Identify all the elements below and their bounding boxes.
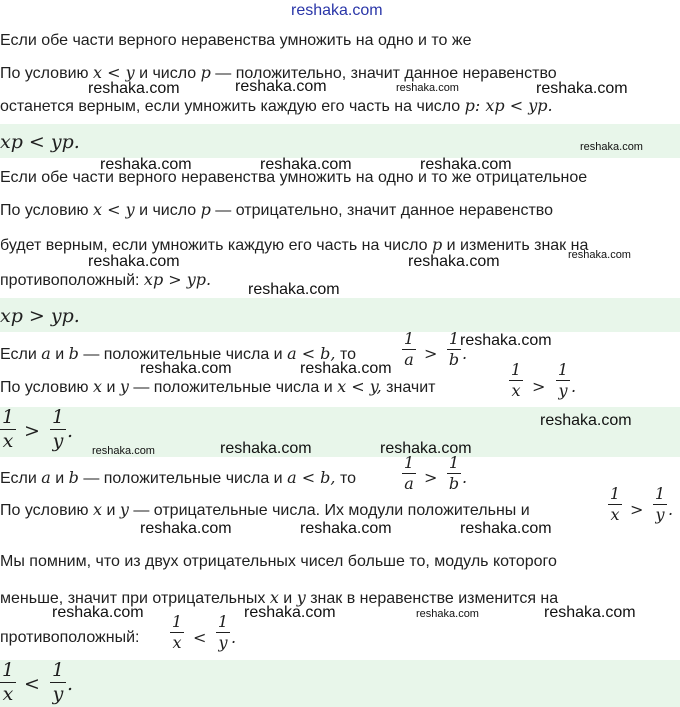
math: x < y, xyxy=(337,377,382,396)
math: xp > yp. xyxy=(0,305,80,327)
denominator: a xyxy=(404,474,414,493)
text: меньше, значит при отрицательных xyxy=(0,590,266,607)
fraction xyxy=(447,454,461,493)
fraction xyxy=(50,660,66,705)
watermark: reshaka.com xyxy=(291,2,383,19)
numerator: 1 xyxy=(171,612,183,631)
paragraph-line xyxy=(0,270,211,291)
math: . xyxy=(462,468,468,487)
math: < xyxy=(193,628,207,647)
denominator: x xyxy=(610,505,620,524)
watermark: reshaka.com xyxy=(140,360,232,377)
math: . xyxy=(571,377,577,396)
numerator: 1 xyxy=(448,453,460,472)
math: > xyxy=(424,344,438,363)
watermark: reshaka.com xyxy=(420,156,512,173)
watermark: reshaka.com xyxy=(100,156,192,173)
fraction xyxy=(608,485,622,524)
watermark: reshaka.com xyxy=(52,604,144,621)
text: Если xyxy=(0,470,37,487)
math: x < y xyxy=(92,200,135,219)
text: и xyxy=(283,590,293,607)
text: то xyxy=(339,346,357,363)
watermark: reshaka.com xyxy=(380,440,472,457)
text: и число xyxy=(139,65,197,82)
paragraph-line: Если обе части верного неравенства умножить на одно и то же xyxy=(0,32,472,49)
text: и число xyxy=(139,202,197,219)
text: останется верным, если умножить каждую его часть на число xyxy=(0,98,461,115)
math: y xyxy=(296,588,306,607)
paragraph-line: противоположный: xyxy=(0,629,140,646)
text: будет верным, если умножить каждую его часть на число xyxy=(0,237,428,254)
math: < xyxy=(24,673,40,695)
text: По условию xyxy=(0,202,89,219)
denominator: x xyxy=(172,633,182,652)
math: . xyxy=(67,673,74,695)
denominator: y xyxy=(655,505,665,524)
fraction xyxy=(50,407,66,452)
fraction xyxy=(556,361,570,400)
fraction xyxy=(216,613,230,652)
math: > xyxy=(424,468,438,487)
text: и xyxy=(55,346,65,363)
math: b xyxy=(68,468,79,487)
numerator: 1 xyxy=(609,484,621,503)
watermark: reshaka.com xyxy=(140,520,232,537)
watermark: reshaka.com xyxy=(88,80,180,97)
watermark: reshaka.com xyxy=(244,604,336,621)
result-band xyxy=(0,298,680,332)
math: a < b, xyxy=(287,468,336,487)
math: p xyxy=(200,63,211,82)
fraction xyxy=(447,330,461,369)
denominator: y xyxy=(52,430,64,452)
denominator: x xyxy=(2,683,14,705)
denominator: y xyxy=(558,381,568,400)
fraction xyxy=(170,613,184,652)
watermark: reshaka.com xyxy=(235,78,327,95)
numerator: 1 xyxy=(654,484,666,503)
fraction xyxy=(402,454,416,493)
text: — положительно, значит данное неравенство xyxy=(215,65,557,82)
math: p xyxy=(200,200,211,219)
numerator: 1 xyxy=(51,406,65,428)
watermark: reshaka.com xyxy=(92,445,155,457)
text: Если xyxy=(0,346,37,363)
denominator: b xyxy=(448,350,460,369)
watermark: reshaka.com xyxy=(300,520,392,537)
math: . xyxy=(462,344,468,363)
text: то xyxy=(339,470,357,487)
numerator: 1 xyxy=(217,612,229,631)
watermark: reshaka.com xyxy=(248,281,340,298)
result-band xyxy=(0,660,680,707)
denominator: b xyxy=(448,474,460,493)
math: > xyxy=(24,420,40,442)
watermark: reshaka.com xyxy=(88,253,180,270)
fraction xyxy=(402,330,416,369)
watermark: reshaka.com xyxy=(540,412,632,429)
math: y xyxy=(119,500,129,519)
fraction xyxy=(0,407,16,452)
text: — отрицательные числа. Их модули положительны и xyxy=(133,502,530,519)
denominator: x xyxy=(511,381,521,400)
paragraph-line xyxy=(0,377,435,398)
numerator: 1 xyxy=(448,329,460,348)
numerator: 1 xyxy=(403,329,415,348)
paragraph-line: Мы помним, что из двух отрицательных чисел больше то, модуль которого xyxy=(0,553,557,570)
fraction xyxy=(0,660,16,705)
watermark: reshaka.com xyxy=(460,332,552,349)
denominator: a xyxy=(404,350,414,369)
text: значит xyxy=(386,379,436,396)
watermark: reshaka.com xyxy=(416,608,479,620)
watermark: reshaka.com xyxy=(220,440,312,457)
text: и xyxy=(55,470,65,487)
numerator: 1 xyxy=(510,360,522,379)
numerator: 1 xyxy=(1,406,15,428)
numerator: 1 xyxy=(1,659,15,681)
watermark: reshaka.com xyxy=(260,156,352,173)
math: > xyxy=(532,377,546,396)
paragraph-line: Если обе части верного неравенства умножить на одно и то же отрицательное xyxy=(0,169,588,186)
text: — отрицательно, значит данное неравенство xyxy=(215,202,554,219)
text: По условию xyxy=(0,65,89,82)
denominator: x xyxy=(2,430,14,452)
watermark: reshaka.com xyxy=(396,82,459,94)
math: a xyxy=(41,344,51,363)
math: . xyxy=(231,628,237,647)
math: b xyxy=(68,344,79,363)
paragraph-line xyxy=(0,96,553,117)
watermark: reshaka.com xyxy=(300,360,392,377)
watermark: reshaka.com xyxy=(544,604,636,621)
fraction xyxy=(509,361,523,400)
paragraph-line xyxy=(0,200,553,221)
watermark: reshaka.com xyxy=(460,520,552,537)
text: и xyxy=(106,502,116,519)
math: > xyxy=(630,500,644,519)
math: . xyxy=(67,420,74,442)
watermark: reshaka.com xyxy=(568,249,631,261)
math: xp < yp. xyxy=(0,131,80,153)
watermark: reshaka.com xyxy=(408,253,500,270)
text: По условию xyxy=(0,379,89,396)
math: x xyxy=(92,377,102,396)
paragraph-line xyxy=(0,500,530,521)
text: противоположный: xyxy=(0,272,140,289)
numerator: 1 xyxy=(51,659,65,681)
fraction xyxy=(653,485,667,524)
text: и изменить знак на xyxy=(446,237,589,254)
math: p: xp < yp. xyxy=(464,96,553,115)
result-band xyxy=(0,124,680,158)
numerator: 1 xyxy=(403,453,415,472)
math: . xyxy=(668,500,674,519)
math: a < b, xyxy=(287,344,336,363)
math: y xyxy=(119,377,129,396)
math: x xyxy=(269,588,279,607)
text: знак в неравенстве изменится на xyxy=(310,590,559,607)
math: a xyxy=(41,468,51,487)
text: По условию xyxy=(0,502,89,519)
math: xp > yp. xyxy=(143,270,212,289)
watermark: reshaka.com xyxy=(580,141,643,153)
math: p xyxy=(431,235,443,254)
text: — положительные числа и xyxy=(83,346,283,363)
math: x xyxy=(92,500,102,519)
paragraph-line xyxy=(0,468,356,489)
text: — положительные числа и xyxy=(133,379,333,396)
text: и xyxy=(106,379,116,396)
text: — положительные числа и xyxy=(83,470,283,487)
math: x < y xyxy=(92,63,135,82)
denominator: y xyxy=(218,633,228,652)
watermark: reshaka.com xyxy=(536,80,628,97)
denominator: y xyxy=(52,683,64,705)
numerator: 1 xyxy=(557,360,569,379)
